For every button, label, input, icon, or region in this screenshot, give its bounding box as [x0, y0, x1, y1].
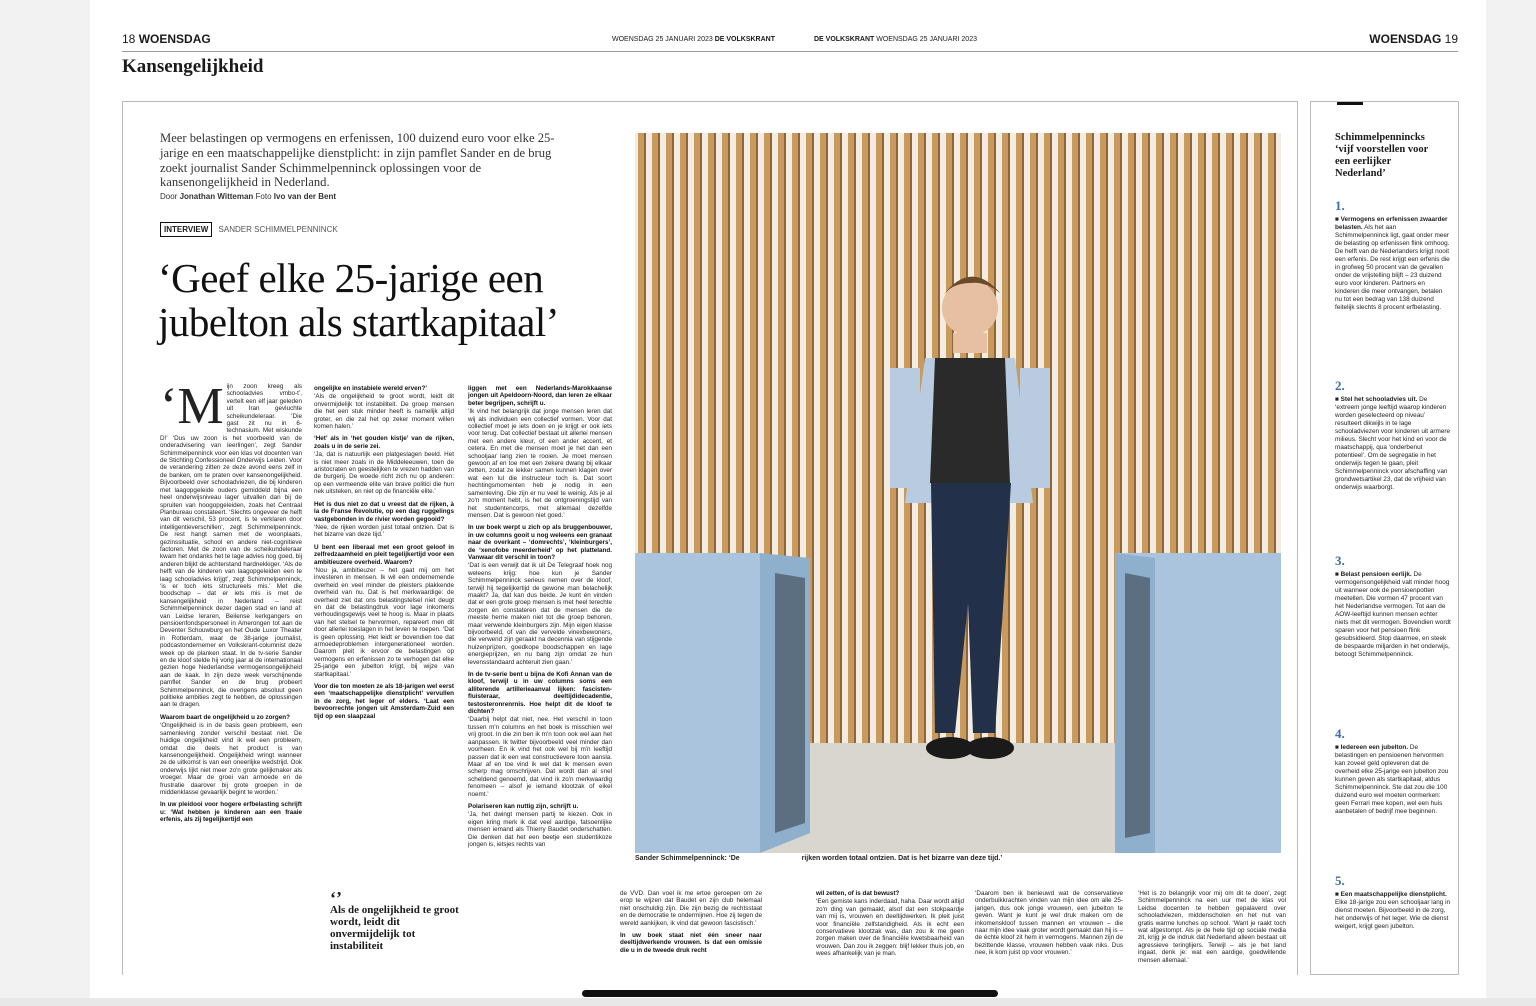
proposals-sidebar [1310, 101, 1459, 975]
article-column-7 [1138, 890, 1286, 975]
question: ongelijke en instabiele wereld erven?’ [314, 385, 428, 392]
newspaper-spread [90, 0, 1486, 998]
column-text: ‘Dat is een verwijt dat ik uit De Telegraaf hoek nog weleens krijg: hoe kun je Sander Schimmelpenninck serieus nemen over de kloof, terwijl hij tegelijkertijd de gewone man belachelijk maakt? Ja, dat kan dus beide. Je kunt én vinden dat er een grote groep mensen is met heel terechte zorgen én constateren dat de mensen die de meeste herrie maken niet tot die groep behoren, maar verwende kleinburgers zijn. Mijn eigen klasse bijvoorbeeld, of van die vervelde vinexbewoners, die verwend zijn geraakt na decennia van stijgende huizenprijzen, goedkope boodschappen en lage energieprijzen, en nu bang zijn omdat ze hun levensstandaard achteruit zien gaan.’ [468, 562, 612, 666]
column-text: ‘Ja, dat is natuurlijk een platgeslagen beeld. Het is niet meer zoals in de Middeleeuwen, toen de aristocraten en geestelijken te vrezen hadden van de burgerij. De woede richt zich nu op anderen: op een vermeende elite van brave politici die hun nek uitsteken, en niet op de financiële elite.’ [314, 451, 454, 496]
item-text: De ‘extreem jonge leeftijd waarop kinderen worden geselecteerd op niveau’ resulteert dikwijls in te lage schooladviezen voor kinderen uit armere milieus. Slecht voor het kind en voor de maatschappij, qua ‘onderbenut potentieel’. Om de segregatie in het onderwijs tegen te gaan, pleit Schimmelpenninck voor afschaffing van grondwetsartikel 23, dat de vrijheid van onderwijs waarborgt. [1335, 396, 1451, 491]
column-text: ‘Ongelijkheid is in de basis geen probleem, een samenleving zonder verschil bestaat niet. De huidige ongelijkheid vind ik wel een probleem, omdat die deels het product is van kansenongelijkheid. Ongelijkheid wringt wanneer ze de uitkomst is van een oneerlijke wedstrijd. Ook onderwijs lijkt niet meer zo'n grote gelijkmaker als vroeger. Maar de groei van armoede en de frustratie daarover bij grote groepen in de middenklasse gevaarlijk begint te worden.’ [160, 722, 302, 796]
column-text: ‘Het is zo belangrijk voor mij om dit te doen’, zegt Schimmelpenninck na een uur met de klas vol Leidse docenten te hebben gepalaverd over schooladviezen, middenscholen en het nut van gratis warme lunches op school. ‘Want je raakt toch wat afgestompt. Als je de hele tijd op sociale media zit, krijg je de indruk dat Nederland alleen bestaat uit agressieve teringlijers. Terwijl – als je het land ingaat, denk je: wat een aardige, goedwillende mensen allemaal.’ [1138, 890, 1286, 964]
right-page-header [1369, 32, 1458, 46]
byline-photo-prefix: Foto [255, 192, 272, 201]
tag-name: SANDER SCHIMMELPENNINCK [218, 225, 338, 234]
portrait-illustration [635, 133, 1281, 853]
section-title: Kansengelijkheid [122, 56, 264, 77]
item-text: Elke 18-jarige zou een schooljaar lang in dienst moeten. Bijvoorbeeld in de zorg, het onderwijs of het leger. Wie de dienst weigert, krijgt geen jubelton. [1335, 899, 1451, 930]
item-number: 5. [1335, 873, 1345, 888]
column-text: ‘Daarbij helpt dat niet, nee. Het verschil in toon tussen m'n columns en het boek is misschien wel vrij groot. In die zin ben ik m'n toon ook wel aan het aanpassen. Ik twitter bijvoorbeeld veel minder dan voorheen. En ik vind het ook wel bij m'n leeftijd passen dat ik een wat constructievere toon aansla. Maar af en toe vind ik wel dat ik mensen even scherp mag omschrijven. Dat wordt dan al snel scheldend genoemd, dat vind ik zo'n merkwaardig fenomeen – alsof je iemand klootzak of eikel noemt.’ [468, 716, 612, 798]
question: wil zetten, of is dat bewust? [816, 890, 900, 897]
item-heading: ■ Vermogens en erfenissen zwaarder belasten. [1335, 216, 1448, 231]
sidebar-item-2 [1335, 378, 1451, 492]
article-column-2 [314, 385, 454, 883]
article-intro: Meer belastingen op vermogens en erfenissen, 100 duizend euro voor elke 25-jarige en een maatschappelijke dienstplicht: in zijn pamflet Sander en de brug zoekt journalist Sander Schimmelpenninck oplossingen voor de kansenongelijkheid in Nederland. [160, 131, 555, 190]
item-heading: ■ Een maatschappelijke dienstplicht. [1335, 891, 1447, 898]
question: ‘Het’ als in ‘het gouden kistje’ van de rijken, zoals u in de serie zei. [314, 435, 454, 450]
viewer-bottom-bar [0, 998, 1536, 1006]
left-page-number: 18 [122, 32, 136, 46]
question: In uw pleidooi voor hogere erfbelasting schrijft u: ‘Wat hebben je kinderen aan een fraaie erfenis, als zij tegelijkertijd een [160, 801, 302, 824]
column-text: ijn zoon kreeg als schooladvies vmbo-t’, vertelt een elf jaar geleden uit Iran gevluchte scheikundeleraar. ‘Die gast zit nu in 6-technasium. Met wiskunde D!’ ‘Dus uw zoon is het voorbeeld van de onderadvisering van leerlingen’, zegt Sander Schimmelpenninck voor een klas vol docenten van de Stichting Confessioneel Onderwijs Leiden. Voor de verandering zitten ze deze avond eens zelf in de banken, om te praten over kansenongelijkheid. Bijvoorbeeld over schooladviezen, die bij kinderen met laagopgeleide ouders gemiddeld bijna een heel onderwijsniveau lager uitvallen dan bij de spruiten van hoogopgeleiden, zoals het Centraal Planbureau constateert. ‘Slechts ongeveer de helft van dit verschil, 53 procent, is te verklaren door intelligentieverschillen’, zegt Schimmelpenninck. De rest hangt samen met de woonplaats, gezinssituatie, school en andere niet-cognitieve factoren. Met de zoon van de scheikundeleraar kwam het ondanks het te lage advies nog goed, bij anderen blijkt de achterstand hardnekkiger. ‘Als de helft van de kinderen van laagopgeleiden een te laag schooladvies krijgt’, zegt Schimmelpenninck, ‘is er toch iets structureels mis.’ Met die boodschap – dat er iets mis is met de kansengelijkheid in Nederland – reist Schimmelpenninck dezer dagen stad en land af: van Leidse leraren, Beilense kerkgangers en pensioenfondspersoneel in Amerongen tot aan de Deventer Schouwburg en het Oude Luxor Theater in Rotterdam, waar de 38-jarige journalist, podcastondernemer en Volkskrant-columnist deze week op de planken staat. In de tv-serie Sander en de kloof stelde hij vorig jaar al de internationaal gezien hoge Nederlandse vermogensongelijkheid aan de kaak. In zijn deze week verschijnende pamflet Sander en de brug probeert Schimmelpenninck, die overigens absoluut geen politieke ambities zegt te hebben, de oplossingen aan te dragen. [160, 383, 302, 709]
headline: ‘Geef elke 25-jarige een jubelton als startkapitaal’ [158, 255, 559, 345]
item-heading: ■ Belast pensioen eerlijk. [1335, 571, 1412, 578]
left-page-header [122, 32, 211, 46]
tag-label: INTERVIEW [160, 222, 212, 237]
question: Voor die ton moeten ze als 18-jarigen wel eerst een ‘maatschappelijke dienstplicht’ vervullen in de zorg, het leger of elders. ‘Laat een bevoorrechte jongen uit Amsterdam-Zuid een tijd op een slaapzaal [314, 683, 454, 720]
column-text: ‘Ja, het dwingt mensen partij te kiezen. Ook in eigen kring merk ik dat veel aardige, fatsoenlijke mensen iemand als Thierry Baudet onderschatten. Die denken dat het een beetje een studentikoze jongen is, ietsjes rechts van [468, 811, 612, 848]
byline [160, 192, 336, 201]
item-text: De belastingen en pensioenen hervormen kan zoveel geld opleveren dat de overheid elke 25-jarige een jubelton zou kunnen geven als startkapitaal, aldus Schimmelpenninck. Ste dat zou die 100 duizend euro wel moeten oormerken: geen Ferrari mee kopen, wel een huis aanbetalen of bedrijf mee beginnen. [1335, 744, 1449, 815]
item-heading: ■ Stel het schooladvies uit. [1335, 396, 1418, 403]
column-text: ‘Nou ja, ambitieuzer – het gaat mij om het investeren in mensen. Ik wil een ondernemende overheid en veel minder de pleisters plakkende overheid van nu. Dat is het merkwaardige: de overheid ziet dat ons belastingstelsel niet deugt en dat de belastingdruk voor lage inkomens verhoudingsgewijs veel te hoog is. Maar in plaats van het stelsel te hervormen, repareert men dit door allerlei toeslagen in het leven te roepen. ‘Dat is geen oplossing. Het leidt er bovendien toe dat armoedeproblemen intergenerationeel worden. Daarom pleit ik ervoor de belastingen op vermogens en erfenissen zo te verhogen dat elke 25-jarige een jubelton krijgt, bij wijze van startkapitaal.’ [314, 566, 454, 678]
column-text: ‘Nee, de rijken worden juist totaal ontzien. Dat is het bizarre van deze tijd.’ [314, 523, 454, 539]
item-number: 3. [1335, 553, 1345, 568]
right-day: WOENSDAG [1369, 32, 1442, 46]
sidebar-item-1 [1335, 198, 1451, 312]
item-heading: ■ Iedereen een jubelton. [1335, 744, 1409, 751]
drop-cap: ‘M [160, 383, 224, 435]
left-paper-name: DE VOLKSKRANT [714, 36, 775, 43]
column-text: ‘Ik vind het belangrijk dat jonge mensen leren dat wij als individuen een collectief vormen. Voor dat collectief moet je iets doen en je krijgt er ook iets voor terug. Dat collectief bestaat uit allerlei mensen met een andere kleur, of een ander accent, et cetera. En met die mensen moet je het dan een schooljaar lang zien te rooien. Je moet mensen gewoon af en toe met een zekere dwang bij elkaar zetten, zodat ze lekker samen kunnen klagen over wat een lul die instructeur toch is. Dat soort hechtingsmomenten heb je nodig in een samenleving. Die zijn er nu veel te weinig. Als je al zo'n moment hebt, is het de ontgroeningstijd van het studentencorps, met allemaal dezelfde mensen. Dat is gewoon niet goed.’ [468, 408, 612, 519]
article-column-4 [620, 890, 762, 975]
article-column-3 [468, 385, 612, 975]
left-date-line [612, 36, 775, 43]
viewer-margin-right [1486, 0, 1536, 998]
question: Waarom baart de ongelijkheid u zo zorgen? [160, 713, 290, 721]
item-number: 1. [1335, 198, 1345, 213]
left-day: WOENSDAG [138, 32, 211, 46]
question: In uw boek werpt u zich op als bruggenbouwer, in uw columns gooit u nog weleens een granaat naar de overkant – ‘domrechts’, ‘kleinburgers’, de ‘xenofobe meerderheid’ op het platteland. Vanwaar dit verschil in toon? [468, 524, 612, 561]
item-number: 4. [1335, 726, 1345, 741]
byline-prefix: Door [160, 192, 178, 201]
sidebar-item-5 [1335, 873, 1451, 931]
item-number: 2. [1335, 378, 1345, 393]
caption-name: Sander Schimmelpenninck: ‘De [635, 855, 740, 862]
question: U bent een liberaal met een groot geloof in zelfredzaamheid en pleit tegelijkertijd voor een ambitieuzere overheid. Waarom? [314, 543, 454, 566]
question: liggen met een Nederlands-Marokkaanse jongen uit Apeldoorn-Noord, dan leren ze elkaar beter begrijpen, schrijft u. [468, 385, 612, 407]
sidebar-item-4 [1335, 726, 1451, 816]
article-column-1 [160, 383, 302, 973]
question: In uw boek staat niet één sneer naar deeltijdwerkende vrouwen. Is dat een omissie die u in de tweede druk recht [620, 932, 762, 954]
article-column-5 [816, 890, 964, 975]
pull-quote [330, 888, 470, 952]
item-text: Als het aan Schimmelpenninck ligt, gaat onder meer de belasting op erfenissen flink omhoog. De helft van de Nederlanders krijgt nooit een erfenis. De rest krijgt een erfenis die in grofweg 50 procent van de gevallen onder de vrijstelling blijft – 23 duizend euro voor kinderen. Partners en kinderen die meer ontvangen, betalen nu tot een bedrag van 138 duizend feitelijk slechts 8 procent erfbelasting. [1335, 224, 1450, 311]
viewer-margin-left [0, 0, 90, 998]
right-page-number: 19 [1444, 32, 1458, 46]
byline-photographer: Ivo van der Bent [273, 192, 337, 201]
column-text: ‘Daarom ben ik benieuwd wat de conservatieve onderbuikkrachten vinden van mijn idee om alle 25-jarigen, dus ook jonge vrouwen, een jubelton te geven. Want je kunt je wel druk maken om de inkomenskloof tussen mannen en vrouwen – die naar mijn idee vaak groter wordt gemaakt dan hij is – de échte kloof zit hem in vermogens. Mannen zijn de bezittende klasse, vrouwen hebben vaak niks. Dus nee, ik kom juist op voor vrouwen.’ [975, 890, 1123, 957]
left-date: WOENSDAG 25 JANUARI 2023 [612, 36, 713, 43]
question: Het is dus niet zo dat u vreest dat de rijken, à la de Franse Revolutie, op een dag ruggelings vastgebonden in de rivier worden gegooid? [314, 500, 454, 523]
right-date: WOENSDAG 25 JANUARI 2023 [876, 36, 977, 43]
sidebar-title: Schimmelpennincks ‘vijf voorstellen voor een eerlijker Nederland’ [1335, 132, 1429, 179]
pull-quote-text: Als de ongelijkheid te groot wordt, leidt dit onvermijdelijk tot instabiliteit [330, 904, 459, 952]
column-text: ‘Een gemiste kans inderdaad, haha. Daar wordt altijd zo'n ding van gemaakt, alsof dat een stokpaardje van mij is, vrouwen en deeltijdwerken. Ik pleit juist voor financiële zelfstandigheid. Als ik echt een conservatieve klootzak was, dan zou ik me geen zorgen maken over de financiële kwetsbaarheid van vrouwen. Dan zou ik zeggen: blijf lekker thuis job, en wees afhankelijk van je man. [816, 898, 964, 958]
column-text: ‘Als de ongelijkheid te groot wordt, leidt dit onvermijdelijk tot instabiliteit. De groep mensen die het een stuk minder heeft is namelijk altijd groter, en die zal het op zeker moment willen komen halen.’ [314, 393, 454, 431]
home-indicator[interactable] [582, 990, 998, 997]
quote-mark-icon: ‘’ [330, 888, 342, 908]
right-paper-name: DE VOLKSKRANT [814, 36, 875, 43]
photo-caption [635, 855, 1002, 862]
sidebar-item-3 [1335, 553, 1451, 659]
column-text: de VVD. Dan voel ik me ertoe geroepen om ze erop te wijzen dat Baudet en zijn club helemaal niet onschuldig zijn. Die zijn bezig de rechtsstaat en de democratie te ondermijnen. Hoe zij tegen de wereld aankijken, ik vind dat gewoon fascistisch.’ [620, 890, 762, 927]
question: In de tv-serie bent u bijna de Kofi Annan van de kloof, terwijl u in uw columns soms een alliterende artillerieaanval lijken: fascisten-fluisteraar, deeltijdidecadentie, testosteronrenrnis. Hoe helpt dit de kloof te dichten? [468, 671, 612, 716]
header-rule [122, 51, 1458, 52]
question: Polariseren kan nuttig zijn, schrijft u. [468, 802, 579, 810]
item-text: De vermogensongelijkheid valt minder hoog uit wanneer ook de pensioenpotten meetellen. Die vormen 47 procent van het Nederlandse vermogen. Tot aan de AOW-leeftijd kunnen mensen echter niets met dit vermogen. Bovendien wordt sparen voor het pensioen flink gesubsidieerd. Stop daarmee, en steek de bespaarde miljarden in het onderwijs, betoogt Schimmelpenninck. [1335, 571, 1451, 658]
sidebar-accent-bar [1337, 102, 1363, 105]
article-tag [160, 225, 338, 234]
byline-author: Jonathan Witteman [179, 192, 254, 201]
caption-text: rijken worden totaal ontzien. Dat is het bizarre van deze tijd.’ [801, 855, 1003, 862]
portrait-photo [635, 133, 1281, 853]
right-date-line [814, 36, 977, 43]
article-column-6 [975, 890, 1123, 975]
